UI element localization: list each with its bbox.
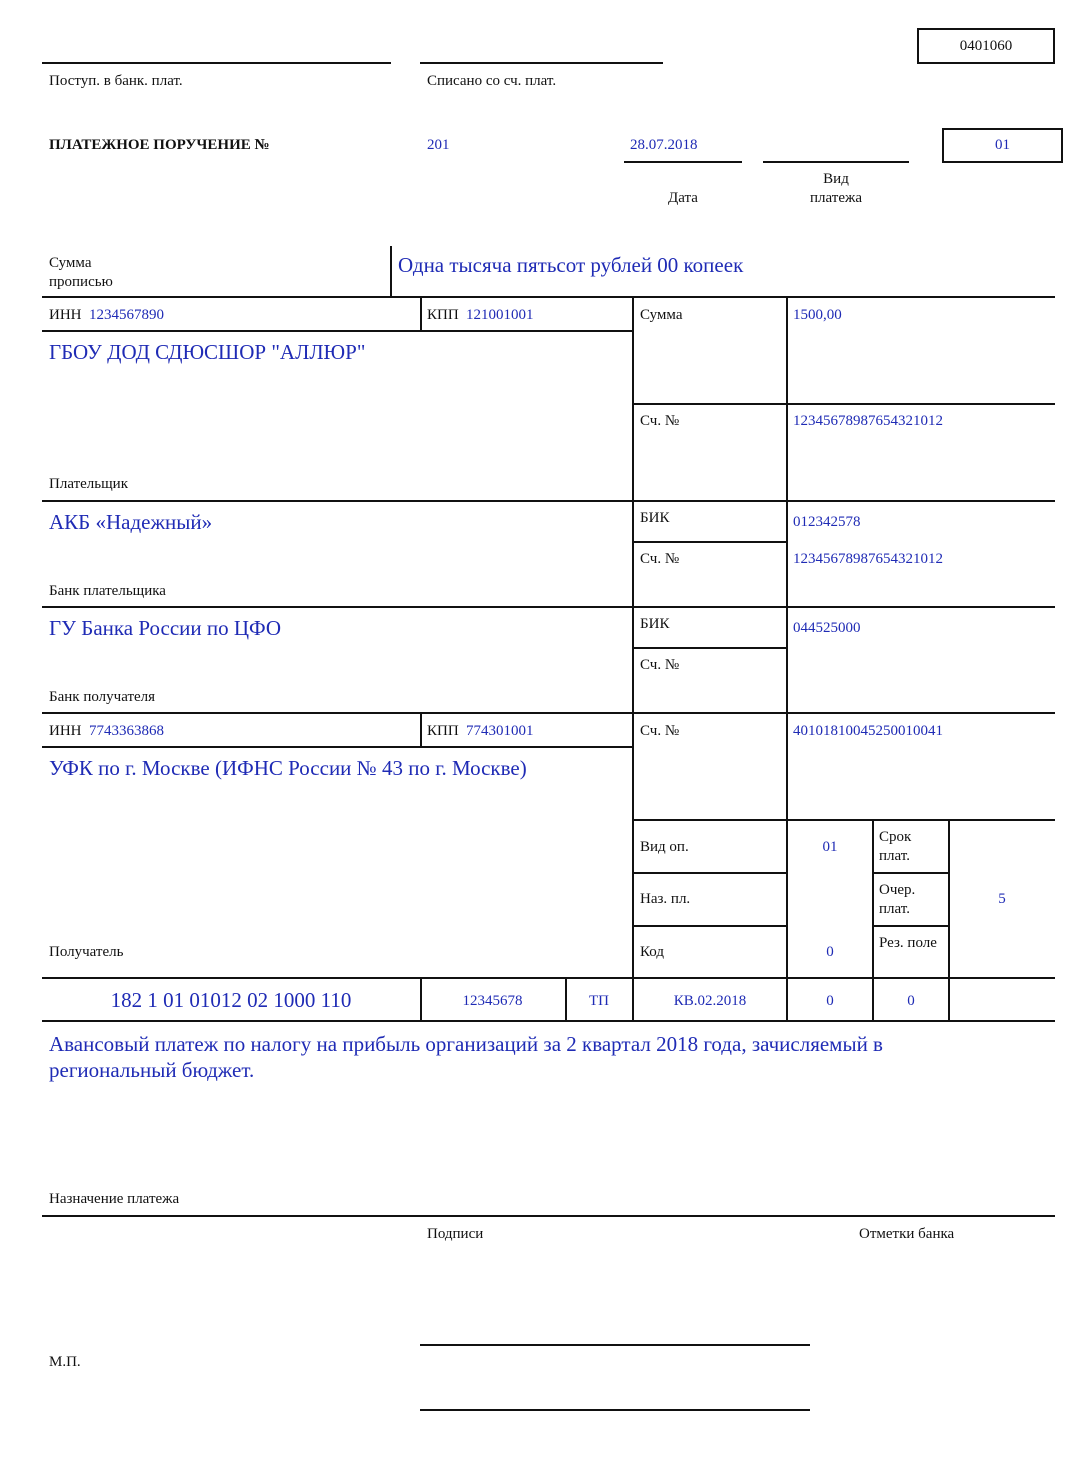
line-926b	[872, 925, 949, 927]
payee-inn-kpp-divider	[420, 713, 422, 747]
signatures-label: Подписи	[427, 1226, 484, 1242]
debited-label: Списано со сч. плат.	[427, 73, 557, 89]
payer-kpp-label: КПП	[427, 307, 459, 323]
payer-bank-bik-underline	[633, 541, 787, 543]
budget-divider-6	[948, 978, 950, 1022]
amount-words-label: Сумма прописью	[49, 255, 113, 290]
oktmo: 12345678	[462, 993, 523, 1009]
line-713	[42, 712, 1055, 714]
line-501	[42, 500, 1055, 502]
payer-bank-account-label: Сч. №	[640, 551, 680, 567]
debited-date-line	[420, 62, 663, 64]
payment-type-line	[763, 161, 909, 163]
line-1216	[42, 1215, 1055, 1217]
line-978	[42, 977, 1055, 979]
op-type: 01	[822, 839, 838, 855]
received-label: Поступ. в банк. плат.	[49, 73, 183, 89]
payee-name: УФК по г. Москве (ИФНС России № 43 по г. Москве)	[49, 756, 527, 780]
payee-inn-underline	[42, 746, 634, 748]
payer-inn-label: ИНН	[49, 307, 82, 323]
kbk: 182 1 01 01012 02 1000 110	[110, 988, 352, 1012]
form-code: 0401060	[959, 38, 1013, 54]
payer-bank-account: 12345678987654321012	[793, 551, 943, 567]
amount-words-value: Одна тысяча пятьсот рублей 00 копеек	[398, 253, 744, 277]
priority-label: Очер. плат.	[879, 882, 916, 917]
payer-account: 12345678987654321012	[793, 413, 943, 429]
date-line	[624, 161, 742, 163]
divider-872	[872, 820, 874, 978]
payer-bank-name: АКБ «Надежный»	[49, 510, 213, 534]
status-code: 01	[995, 137, 1010, 153]
payee-bank-label: Банк получателя	[49, 689, 156, 705]
line-873	[633, 872, 787, 874]
purpose-text: Авансовый платеж по налогу на прибыль организаций за 2 квартал 2018 года, зачисляемый в региональный бюджет.	[49, 1032, 883, 1082]
payer-inn: 1234567890	[89, 307, 164, 323]
payer-bank-label: Банк плательщика	[49, 583, 166, 599]
amount-words-divider	[390, 246, 392, 297]
payee-kpp: 774301001	[466, 723, 534, 739]
payer-account-label: Сч. №	[640, 413, 680, 429]
payee-inn: 7743363868	[89, 723, 164, 739]
payee-bank-name: ГУ Банка России по ЦФО	[49, 616, 282, 640]
op-type-label: Вид оп.	[640, 839, 689, 855]
divider-633	[632, 297, 634, 978]
divider-787	[786, 297, 788, 978]
signature-line-1	[420, 1344, 810, 1346]
payer-name: ГБОУ ДОД СДЮСШОР "АЛЛЮР"	[49, 340, 366, 364]
payee-bank-bik-label: БИК	[640, 616, 670, 632]
due-label: Срок плат.	[879, 829, 912, 864]
basis: ТП	[589, 993, 609, 1009]
line-607	[42, 606, 1055, 608]
doc-date: 0	[907, 993, 915, 1009]
document-title: ПЛАТЕЖНОЕ ПОРУЧЕНИЕ №	[49, 137, 270, 153]
doc-number: 0	[826, 993, 834, 1009]
payee-bank-bik: 044525000	[793, 620, 861, 636]
payee-bank-bik-underline	[633, 647, 787, 649]
stamp-label: М.П.	[49, 1354, 81, 1370]
code-label: Код	[640, 944, 664, 960]
payee-label: Получатель	[49, 944, 124, 960]
document-number: 201	[427, 137, 450, 153]
payer-inn-underline	[42, 330, 634, 332]
date-label: Дата	[668, 190, 698, 206]
line-926	[633, 925, 787, 927]
payee-bank-account-label: Сч. №	[640, 657, 680, 673]
payer-bank-bik-label: БИК	[640, 510, 670, 526]
payment-type-label: Вид платежа	[809, 171, 863, 206]
period: КВ.02.2018	[673, 993, 747, 1009]
payer-inn-kpp-divider	[420, 297, 422, 331]
payer-bank-bik: 012342578	[793, 514, 861, 530]
code: 0	[826, 944, 834, 960]
payee-inn-label: ИНН	[49, 723, 82, 739]
line-297	[42, 296, 1055, 298]
signature-line-2	[420, 1409, 810, 1411]
payer-amount: 1500,00	[793, 307, 842, 323]
payer-label: Плательщик	[49, 476, 128, 492]
line-820	[633, 819, 1055, 821]
payee-account-label: Сч. №	[640, 723, 680, 739]
line-404	[633, 403, 1055, 405]
payee-account: 40101810045250010041	[793, 723, 943, 739]
document-date: 28.07.2018	[630, 137, 698, 153]
purpose-label: Назначение платежа	[49, 1191, 180, 1207]
priority: 5	[998, 891, 1006, 907]
line-1021	[42, 1020, 1055, 1022]
purpose-code-label: Наз. пл.	[640, 891, 691, 907]
line-873b	[872, 872, 949, 874]
payer-amount-label: Сумма	[640, 307, 683, 323]
received-date-line	[42, 62, 391, 64]
payer-kpp: 121001001	[466, 307, 534, 323]
bank-marks-label: Отметки банка	[859, 1226, 955, 1242]
reserve-label: Рез. поле	[879, 935, 937, 951]
payee-kpp-label: КПП	[427, 723, 459, 739]
